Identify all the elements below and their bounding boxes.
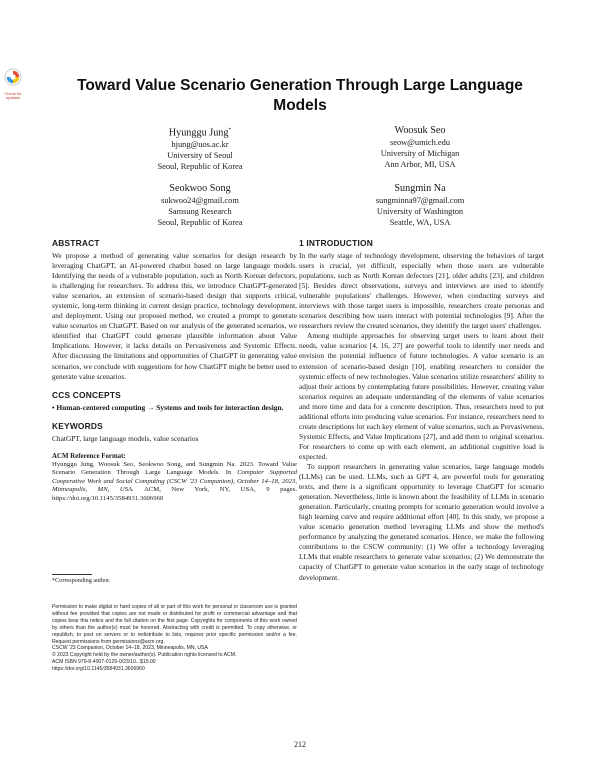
reference-text	[52, 461, 297, 504]
reference-venue: Computer Supported Cooperative Work and Social Computing (CSCW '23 Companion), October 14–18, 2023, Minneapolis, MN, USA.	[52, 469, 298, 494]
corresponding-mark: *	[228, 127, 232, 133]
footnote-rule	[52, 574, 92, 575]
footnote: *Corresponding author.	[52, 577, 111, 584]
keywords-text: ChatGPT, large language models, value scenarios	[52, 433, 199, 443]
author-name: Sungmin Na	[394, 183, 446, 194]
ccs-heading: CCS CONCEPTS	[52, 389, 121, 400]
isbn-line: ACM ISBN 979-8-4007-0129-0/23/10...$15.00	[52, 659, 156, 666]
abstract-text: We propose a method of generating value scenarios for design research by leveraging ChatGPT, an AI-powered chatbot based on large language models. Identifying the needs of a vulnerable population, such as North Korean defectors, is challenging for researchers. To address this, we introduce ChatGPT-generated value scenarios, an extension of scenario-based design that supports critical, systemic, long-term thinking in current design practice, technology development, and deployment. Using our proposed method, we created a prompt to generate value scenarios on ChatGPT. Based on our analysis of the generated scenarios, we identified that ChatGPT could generate plausible information about Value Implications. However, it lacks details on Pervasiveness and Systemic Effects. After discussing the limitations and opportunities of ChatGPT in generating value scenarios, we conclude with suggestions for how ChatGPT might be better used to generate value scenarios.	[52, 251, 297, 381]
author-affiliation: Samsung Research	[168, 207, 232, 216]
author-block	[320, 182, 520, 228]
author-block	[100, 124, 300, 172]
abstract-heading: ABSTRACT	[52, 238, 100, 248]
copyright-line: © 2023 Copyright held by the owner/author(s). Publication rights licensed to ACM.	[52, 652, 237, 659]
author-name: Hyunggu Jung	[168, 127, 229, 139]
author-name: Woosuk Seo	[394, 125, 446, 136]
conference-line: CSCW '23 Companion, October 14–18, 2023, Minneapolis, MN, USA	[52, 645, 208, 652]
permission-notice: Permission to make digital or hard copies of all or part of this work for personal or classroom use is granted without fee provided that copies are not made or distributed for profit or commercial advantage and that copies bear this notice and the full citation on the first page. Copyrights for components of this work owned by others than the author(s) must be honored. Abstracting with credit is permitted. To copy otherwise, or republish, to post on servers or to redistribute to lists, requires prior specific permission and/or a fee. Request permissions from permissions@acm.org.	[52, 604, 297, 645]
reference-authors-title: Hyunggu Jung, Woosuk Seo, Seokwoo Song, and Sungmin Na. 2023. Toward Value Scenario Generation Through Large Language Models. In	[52, 460, 297, 477]
author-email[interactable]: sukwoo24@gmail.com	[161, 196, 239, 205]
author-email[interactable]: seow@umich.edu	[389, 138, 451, 147]
check-for-updates-icon	[4, 68, 22, 86]
author-email[interactable]: sungminna97@gmail.com	[375, 196, 465, 205]
check-for-updates-badge[interactable]	[2, 68, 24, 100]
reference-heading: ACM Reference Format:	[52, 452, 126, 460]
author-affiliation: University of Seoul	[167, 151, 233, 161]
page-number: 212	[294, 740, 306, 749]
author-block	[100, 182, 300, 228]
author-name: Seokwoo Song	[169, 183, 231, 194]
keywords-heading: KEYWORDS	[52, 420, 103, 431]
check-for-updates-caption: Check for updates	[4, 91, 22, 100]
author-location: Ann Arbor, MI, USA	[384, 160, 456, 169]
right-column	[299, 238, 544, 583]
intro-paragraph: In the early stage of technology development, observing the behaviors of target users is crucial, yet difficult, especially when those users are vulnerable populations, such as North Korean defectors [21], older adults [23], and children [5]. Besides direct observations, surveys and interviews are used to identify vulnerable populations' challenges. However, when conducting surveys and interviews with those target users is impossible, researchers create personas and scenarios describing how users interact with potential technologies [9]. After the researchers review the created scenarios, they identify the target users' challenges.	[299, 251, 544, 331]
author-email[interactable]: hjung@uos.ac.kr	[171, 140, 229, 150]
left-column	[52, 238, 297, 504]
paper-title: Toward Value Scenario Generation Through Large Language Models	[77, 77, 523, 114]
author-location: Seoul, Republic of Korea	[157, 218, 243, 227]
author-block	[320, 124, 520, 170]
author-location: Seoul, Republic of Korea	[157, 162, 243, 172]
intro-paragraph: Among multiple approaches for observing target users to learn about their needs, value scenarios [4, 16, 27] are powerful tools to identify user needs and envision the potential influence of future technologies. A value scenario is an extension of scenario-based design [10], enabling researchers to consider the systemic effects of new technologies. Value scenarios utilize researchers' ability to adjust their actions by contemplating future possibilities. However, creating value scenarios requires an adequate understanding of the elements of value scenarios and more time and data for a concrete description. Thus, researchers need to put additional efforts into producing value scenarios. For instance, researchers need to create descriptions for each key element of value scenarios, such as Pervasiveness, Systemic Effects, and Value Implications [27], and add them to original scenarios. For researchers to come up with each element, an additional cognitive load is expected.	[299, 331, 544, 461]
author-location: Seattle, WA, USA	[389, 218, 451, 227]
introduction-heading: 1 INTRODUCTION	[299, 238, 373, 248]
author-affiliation: University of Washington	[376, 207, 464, 216]
intro-paragraph: To support researchers in generating value scenarios, large language models (LLMs) can be used. LLMs, such as GPT 4, are powerful tools for generating texts, and there is a significant opportunity to leverage ChatGPT for scenario generation. Nevertheless, little is known about the feasibility of LLMs in scenario generation. Particularly, creating prompts for scenario generation would involve a high learning curve and require additional effort [40]. In this study, we propose a value scenario generation method leveraging LLMs and show the method's performance by analyzing the generated scenarios. Hence, we make the following contributions to the CSCW community: (1) We offer a technology leveraging LLMs that enable researchers to generate value scenarios; (2) We demonstrate the capacity of ChatGPT to generate value scenarios in the early stage of technology development.	[299, 461, 544, 582]
doi-link[interactable]: https://doi.org/10.1145/3584931.3606960	[52, 666, 145, 673]
permission-block	[52, 604, 297, 673]
ccs-text: • Human-centered computing → Systems and tools for interaction design.	[52, 402, 284, 412]
reference-tail[interactable]: ACM, New York, NY, USA, 9 pages. https://doi.org/10.1145/3584931.3606960	[52, 486, 297, 503]
author-affiliation: University of Michigan	[380, 149, 460, 158]
